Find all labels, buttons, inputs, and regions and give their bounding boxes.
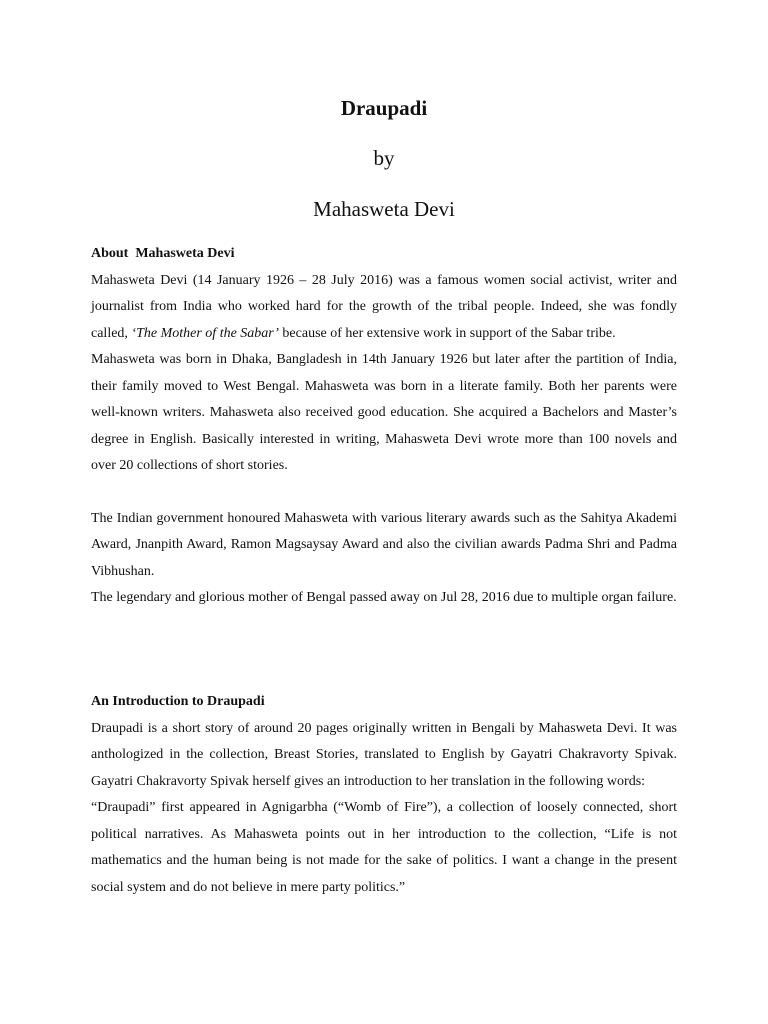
section-about-author — [91, 241, 677, 612]
paragraph: The Indian government honoured Mahasweta with various literary awards such as the Sahitya Akademi Award, Jnanpith Award, Ramon Magsaysay Award and also the civilian awards Padma Shri and Padma Vibhushan. — [91, 510, 677, 579]
paragraph-text: because of her extensive work in support of the Sabar tribe. — [278, 325, 616, 341]
paragraph-text: Mahasweta Devi (14 January 1926 – 28 July 2016) was a famous women social activist, writer and journalist from India who worked hard for the growth of the tribal people. Indeed, she was fondly called, — [91, 272, 677, 341]
paragraph — [91, 268, 677, 348]
paragraph: Mahasweta was born in Dhaka, Bangladesh in 14th January 1926 but later after the partition of India, their family moved to West Bengal. Mahasweta was born in a literate family. Both her parents were well-known writers. Mahasweta also received good education. She acquired a Bachelors and Master’s degree in English. Basically interested in writing, Mahasweta Devi wrote more than 100 novels and over 20 collections of short stories. — [91, 352, 677, 473]
section-introduction — [91, 689, 677, 901]
section-heading-introduction: An Introduction to Draupadi — [91, 694, 265, 709]
author-name: Mahasweta Devi — [313, 197, 455, 221]
paragraph-gap — [91, 480, 677, 506]
paragraph: “Draupadi” first appeared in Agnigarbha (“Womb of Fire”), a collection of loosely connected, short political narratives. As Mahasweta points out in her introduction to the collection, “Life is not mathematics and the human being is not made for the sake of politics. I want a change in the present social system and do not believe in mere party politics.” — [91, 800, 677, 895]
paragraph: The legendary and glorious mother of Bengal passed away on Jul 28, 2016 due to multiple organ failure. — [91, 590, 677, 605]
section-heading-about: About Mahasweta Devi — [91, 246, 235, 261]
document-title: Draupadi — [340, 96, 428, 120]
emphasis-text: ‘The Mother of the Sabar’ — [131, 325, 279, 341]
paragraph: Draupadi is a short story of around 20 pages originally written in Bengali by Mahasweta Devi. It was anthologized in the collection, Breast Stories, translated to English by Gayatri Chakravorty Spivak. Gayatri Chakravorty Spivak herself gives an introduction to her translation in the following words: — [91, 720, 677, 789]
byline-by: by — [373, 146, 395, 170]
